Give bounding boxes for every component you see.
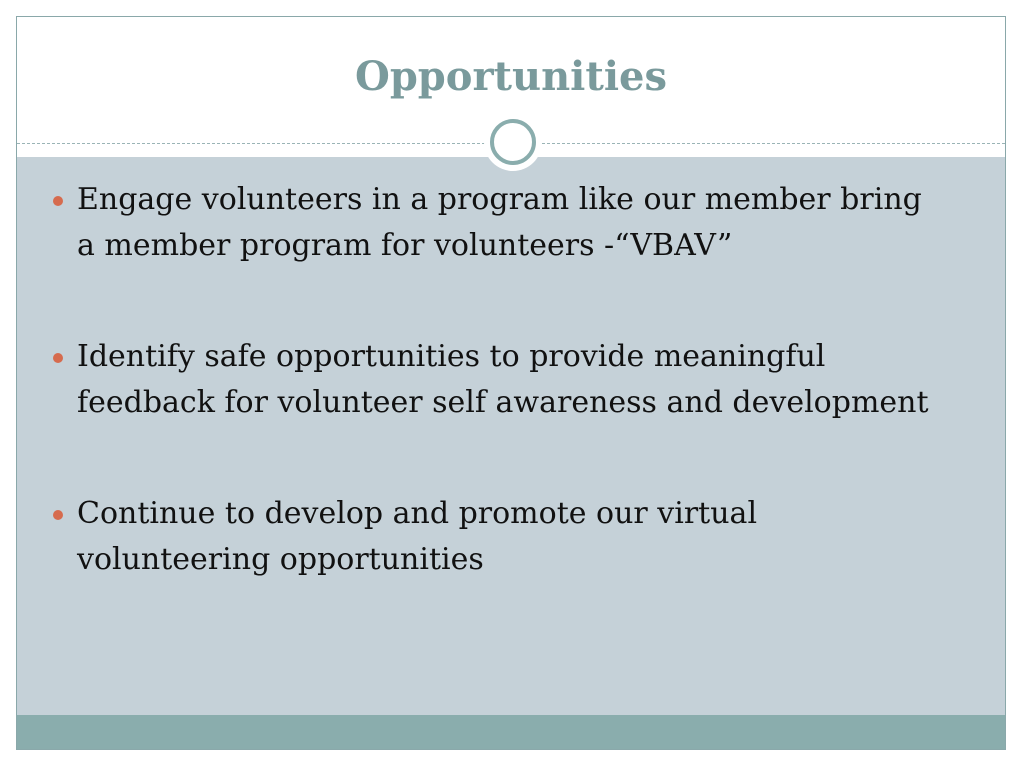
bullet-item-continue (49, 491, 949, 583)
ring-icon (490, 119, 536, 165)
bullet-dot-icon (53, 510, 63, 520)
slide-title: Opportunities (354, 53, 667, 100)
footer-bar (17, 715, 1005, 749)
bullet-text: Engage volunteers in a program like our member bring a member program for volunteers -“VBAV” (77, 182, 922, 263)
bullet-item-identify (49, 334, 949, 426)
bullet-text: Continue to develop and promote our virtual volunteering opportunities (77, 496, 758, 577)
bullet-dot-icon (53, 196, 63, 206)
bullet-dot-icon (53, 353, 63, 363)
slide (16, 16, 1006, 750)
bullet-list (49, 177, 949, 583)
bullet-text: Identify safe opportunities to provide meaningful feedback for volunteer self awareness and development (77, 339, 929, 420)
bullet-item-engage (49, 177, 949, 269)
circle-ornament-icon (484, 113, 542, 171)
